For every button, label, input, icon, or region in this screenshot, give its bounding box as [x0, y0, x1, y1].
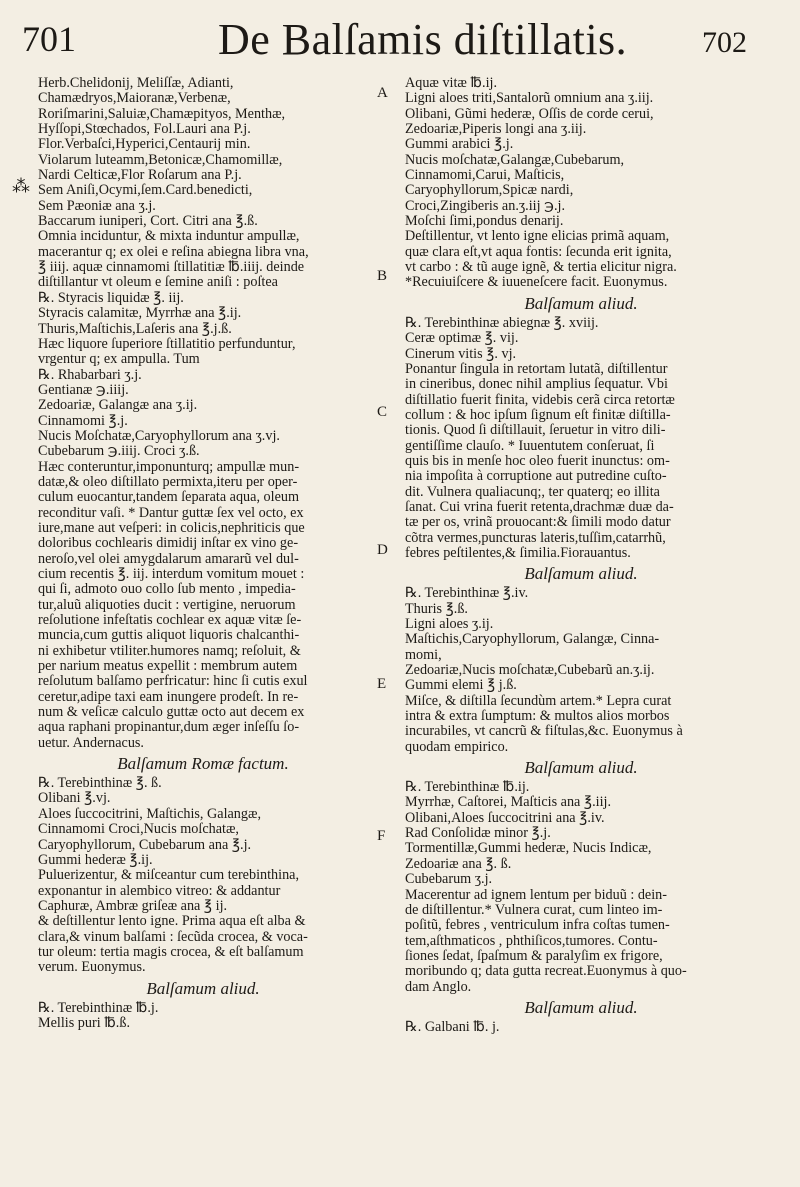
- text-line: Nucis Moſchatæ,Caryophyllorum ana ʒ.vj.: [38, 427, 280, 444]
- text-line: *Recuiuiſcere & iuueneſcere facit. Euonymus.: [405, 274, 668, 291]
- text-line: nia impoſita à corruptione aut putredine cuſto-: [405, 468, 667, 485]
- text-line: num & veſicæ calculo guttæ octo aut decem ex: [38, 704, 305, 721]
- text-line: tæ per os, vrinã prouocant:& ſimili modo datur: [405, 514, 671, 531]
- left-text-block: [38, 776, 368, 975]
- text-line: ℞. Styracis liquidæ ℥. iij.: [38, 289, 184, 306]
- text-line: incurabiles, vt cancrũ & fiſtulas,&c. Euonymus à: [405, 723, 683, 740]
- right-text-block: [405, 1020, 757, 1035]
- text-line: reconditur vaſi. * Dantur guttæ ſex vel octo, ex: [38, 504, 304, 521]
- text-line: Cinnamomi ℥.j.: [38, 412, 128, 429]
- text-line: Gummi elemi ℥ j.ß.: [405, 677, 517, 694]
- text-line: clara,& vinum balſami : ſecũda crocea, & voca-: [38, 928, 308, 945]
- text-line: Cinnamomi,Carui, Maſticis,: [405, 167, 565, 184]
- text-line: Aquæ vitæ ℔.ij.: [405, 75, 498, 91]
- text-line: Olibani,Aloes ſuccocitrini ana ℥.iv.: [405, 809, 605, 826]
- text-line: Herb.Chelidonij, Meliſſæ, Adianti,: [38, 75, 234, 91]
- text-line: ℞. Terebinthinæ abiegnæ ℥. xviij.: [405, 314, 599, 331]
- text-line: neroſo,vel olei amygdalarum amararũ vel dul-: [38, 550, 299, 567]
- text-line: Roriſmarini,Saluiæ,Chamæpityos, Menthæ,: [38, 105, 286, 122]
- text-line: Chamædryos,Maioranæ,Verbenæ,: [38, 90, 231, 107]
- text-line: ℞. Galbani ℔. j.: [405, 1018, 500, 1035]
- text-line: ceretur,adipe taxi eam inungere prodeſt. In re-: [38, 688, 299, 705]
- text-line: Aloes ſuccocitrini, Maſtichis, Galangæ,: [38, 805, 262, 822]
- text-line: Myrrhæ, Caſtorei, Maſticis ana ℥.iij.: [405, 794, 611, 811]
- text-line: iure,mane aut veſperi: in colicis,nephriticis que: [38, 519, 305, 536]
- section-heading: Balſamum aliud.: [146, 978, 260, 998]
- text-line: Croci,Zingiberis an.ʒ.iij ℈.j.: [405, 197, 566, 214]
- text-line: Baccarum iuniperi, Cort. Citri ana ℥.ß.: [38, 213, 258, 230]
- text-line: Maſtichis,Caryophyllorum, Galangæ, Cinna-: [405, 631, 660, 648]
- text-line: ℞. Terebinthinæ ℔.j.: [38, 999, 159, 1016]
- text-line: tem,aſthmaticos , phthiſicos,tumores. Contu-: [405, 932, 658, 949]
- text-line: Zedoariæ,Piperis longi ana ʒ.iij.: [405, 121, 587, 138]
- text-line: Nucis moſchatæ,Galangæ,Cubebarum,: [405, 151, 625, 168]
- text-line: doloribus cochlearis dimidij inſtar ex vino ge-: [38, 535, 299, 552]
- text-line: Caphuræ, Ambræ griſeæ ana ℥ ij.: [38, 897, 228, 914]
- text-line: Caryophyllorum, Cubebarum ana ℥.j.: [38, 836, 252, 853]
- text-line: Rad Conſolidæ minor ℥.j.: [405, 825, 551, 842]
- text-line: diſtillatio fuerit finita, videbis cerã circa retortæ: [405, 391, 675, 408]
- text-line: Violarum luteamm,Betonicæ,Chamomillæ,: [38, 151, 283, 168]
- text-line: per narium meatus expellit : membrum autem: [38, 658, 298, 675]
- right-text-block: [405, 780, 757, 995]
- margin-letter-b: B: [377, 268, 388, 284]
- section-heading: Balſamum aliud.: [524, 293, 638, 313]
- text-line: dit. Vulnera qualiacunq;, ter quaterq; eo illita: [405, 483, 660, 500]
- text-line: datæ,& oleo diſtillato permixta,iteru per oper-: [38, 473, 298, 490]
- text-line: quodam empirico.: [405, 738, 509, 755]
- text-line: intra & extra ſumptum: & multos alios morbos: [405, 708, 670, 725]
- text-line: Ceræ optimæ ℥. vij.: [405, 330, 519, 347]
- text-line: Puluerizentur, & miſceantur cum terebinthina,: [38, 867, 300, 884]
- right-text-block: [405, 76, 757, 291]
- text-line: tur oleum: tertia magis crocea, & eſt balſamum: [38, 943, 304, 960]
- text-line: tur,aluũ aliquoties ducit : vertigine, neruorum: [38, 596, 296, 613]
- text-line: Cubebarum ℈.iiij. Croci ʒ.ß.: [38, 443, 200, 460]
- text-line: Ligni aloes triti,Santalorũ omnium ana ʒ.iij.: [405, 90, 654, 107]
- text-line: diſtillantur vt oleum e ſemine aniſi : poſtea: [38, 274, 278, 291]
- left-text-block: [38, 76, 368, 751]
- margin-letter-d: D: [377, 542, 388, 558]
- text-line: Styracis calamitæ, Myrrhæ ana ℥.ij.: [38, 305, 242, 322]
- text-line: de diſtillentur.* Vulnera curat, cum linteo im-: [405, 901, 663, 918]
- text-line: poſitũ, febres , ventriculum infra coſtas tumen-: [405, 917, 670, 934]
- text-line: ℞. Rhabarbari ʒ.j.: [38, 366, 142, 383]
- text-line: moribundo q; data gutta recreat.Euonymus à quo-: [405, 963, 687, 980]
- section-heading: Balſamum aliud.: [524, 564, 638, 584]
- text-line: macerantur q; ex olei e reſina abiegna libra vna,: [38, 243, 309, 260]
- margin-letter-c: C: [377, 404, 388, 420]
- text-line: vt carbo : & tũ auge ignẽ, & tertia elicitur nigra.: [405, 259, 677, 276]
- margin-letter-a: A: [377, 85, 388, 101]
- text-line: ſiones ſedat, ſpaſmum & paralyſim ex frigore,: [405, 947, 663, 964]
- text-line: Cinnamomi Croci,Nucis moſchatæ,: [38, 821, 239, 838]
- text-line: muncia,cum guttis aliquot liquoris chalcanthi-: [38, 627, 300, 644]
- left-column: [38, 76, 368, 1031]
- page-number-left: 701: [22, 19, 76, 59]
- text-line: ℞. Terebinthinæ ℥.iv.: [405, 585, 529, 602]
- running-title: De Balſamis diſtillatis.: [218, 15, 628, 64]
- text-line: Olibani ℥.vj.: [38, 790, 111, 807]
- text-line: Sem Aniſi,Ocymi,ſem.Card.benedicti,: [38, 182, 253, 199]
- text-line: collum : & hoc ipſum ſignum eſt finitæ diſtilla-: [405, 406, 671, 423]
- text-line: Cinerum vitis ℥. vj.: [405, 345, 517, 362]
- text-line: qui ſi, admoto ouo collo ſub mento , impedia-: [38, 581, 296, 598]
- text-line: Tormentillæ,Gummi hederæ, Nucis Indicæ,: [405, 840, 652, 857]
- text-line: Zedoariæ,Nucis moſchatæ,Cubebarũ an.ʒ.ij.: [405, 662, 655, 679]
- text-line: Miſce, & diſtilla ſecundùm artem.* Lepra curat: [405, 692, 672, 709]
- text-line: ℥ iiij. aquæ cinnamomi ſtillatitiæ ℔.iiij. deinde: [38, 259, 305, 276]
- right-text-block: [405, 586, 757, 755]
- text-line: Ponantur ſingula in retortam lutatã, diſtillentur: [405, 360, 668, 377]
- section-heading: Balſamum aliud.: [524, 997, 638, 1017]
- right-text-block: [405, 316, 757, 562]
- margin-mark: ⁂: [12, 176, 30, 196]
- text-line: Gentianæ ℈.iiij.: [38, 381, 129, 398]
- text-line: aqua raphani propinantur,dum æger inſeſſu ſo-: [38, 719, 300, 736]
- text-line: culum euocantur,tandem ſeparata aqua, oleum: [38, 489, 299, 506]
- text-line: Caryophyllorum,Spicæ nardi,: [405, 182, 574, 199]
- text-line: Thuris ℥.ß.: [405, 600, 468, 617]
- text-line: exponantur in alembico vitreo: & addantur: [38, 882, 281, 899]
- text-line: quis bis in menſe hoc oleo fuerit inunctus: om-: [405, 452, 670, 469]
- text-line: Zedoariæ, Galangæ ana ʒ.ij.: [38, 397, 198, 414]
- text-line: vrgentur q; ex ampulla. Tum: [38, 351, 200, 368]
- text-line: Mellis puri ℔.ß.: [38, 1014, 130, 1031]
- margin-letter-f: F: [377, 828, 386, 844]
- text-line: Hæc liquore ſuperiore ſtillatitio perfunduntur,: [38, 335, 296, 352]
- text-line: cõtra vermes,puncturas lateris,tuſſim,catarrhũ,: [405, 529, 666, 546]
- text-line: Omnia inciduntur, & mixta induntur ampullæ,: [38, 228, 300, 245]
- margin-letter-e: E: [377, 676, 387, 692]
- text-line: uetur. Andernacus.: [38, 734, 144, 751]
- text-line: cium recentis ℥. iij. interdum vomitum mouet :: [38, 566, 305, 582]
- text-line: ℞. Terebinthinæ ℥. ß.: [38, 775, 162, 792]
- section-heading: Balſamum aliud.: [524, 758, 638, 778]
- text-line: Gummi hederæ ℥.ij.: [38, 851, 153, 868]
- text-line: ℞. Terebinthinæ ℔.ij.: [405, 779, 530, 796]
- text-line: Nardi Celticæ,Flor Roſarum ana P.j.: [38, 167, 242, 184]
- text-line: Moſchi ſimi,pondus denarij.: [405, 213, 564, 230]
- text-line: tionis. Quod ſi diſtillauit, ſeruetur in vitro dili-: [405, 422, 666, 439]
- section-heading: Balſamum Romæ factum.: [117, 754, 289, 774]
- text-line: & deſtillentur lento igne. Prima aqua eſt alba &: [38, 913, 306, 930]
- text-line: momi,: [405, 646, 442, 663]
- right-column: [405, 76, 757, 1035]
- text-line: verum. Euonymus.: [38, 959, 146, 976]
- text-line: in cineribus, donec nihil amplius ſequatur. Vbi: [405, 376, 668, 393]
- text-line: Ligni aloes ʒ.ij.: [405, 616, 494, 632]
- left-text-block: [38, 1001, 368, 1032]
- page-number-right: 702: [702, 26, 747, 59]
- text-line: ſanat. Cui vrina fuerit retenta,drachmæ duæ da-: [405, 498, 674, 515]
- text-line: Olibani, Gũmi hederæ, Oſſis de corde cerui,: [405, 105, 654, 122]
- text-line: Thuris,Maſtichis,Laſeris ana ℥.j.ß.: [38, 320, 232, 337]
- text-line: Hæc conteruntur,imponunturq; ampullæ mun-: [38, 458, 300, 475]
- text-line: quæ clara eſt,vt aqua fontis: ſecunda erit ignita,: [405, 243, 672, 260]
- text-line: reſolutione infeſtatis cochlear ex aquæ vitæ ſe-: [38, 612, 302, 629]
- text-line: Cubebarum ʒ.j.: [405, 871, 493, 888]
- text-line: Hyſſopi,Stœchados, Fol.Lauri ana P.j.: [38, 121, 251, 138]
- text-line: gentiſſime clauſo. * Iuuentutem conſeruat, ſi: [405, 437, 655, 454]
- text-line: dam Anglo.: [405, 978, 472, 995]
- text-line: Deſtillentur, vt lento igne elicias primã aquam,: [405, 228, 670, 245]
- text-line: Macerentur ad ignem lentum per biduũ : dein-: [405, 886, 667, 903]
- running-header: [0, 8, 800, 72]
- text-line: reſolutum balſamo perfricatur: hinc ſi cutis exul: [38, 673, 308, 690]
- text-line: febres peſtilentes,& ſimilia.Fiorauantus.: [405, 544, 631, 561]
- text-line: Sem Pæoniæ ana ʒ.j.: [38, 197, 156, 214]
- text-line: Flor.Verbaſci,Hyperici,Centaurij min.: [38, 136, 251, 153]
- text-line: Zedoariæ ana ℥. ß.: [405, 855, 512, 872]
- text-line: Gummi arabici ℥.j.: [405, 136, 514, 153]
- text-line: ni exhibetur vtiliter.humores namq; reſoluit, &: [38, 642, 301, 659]
